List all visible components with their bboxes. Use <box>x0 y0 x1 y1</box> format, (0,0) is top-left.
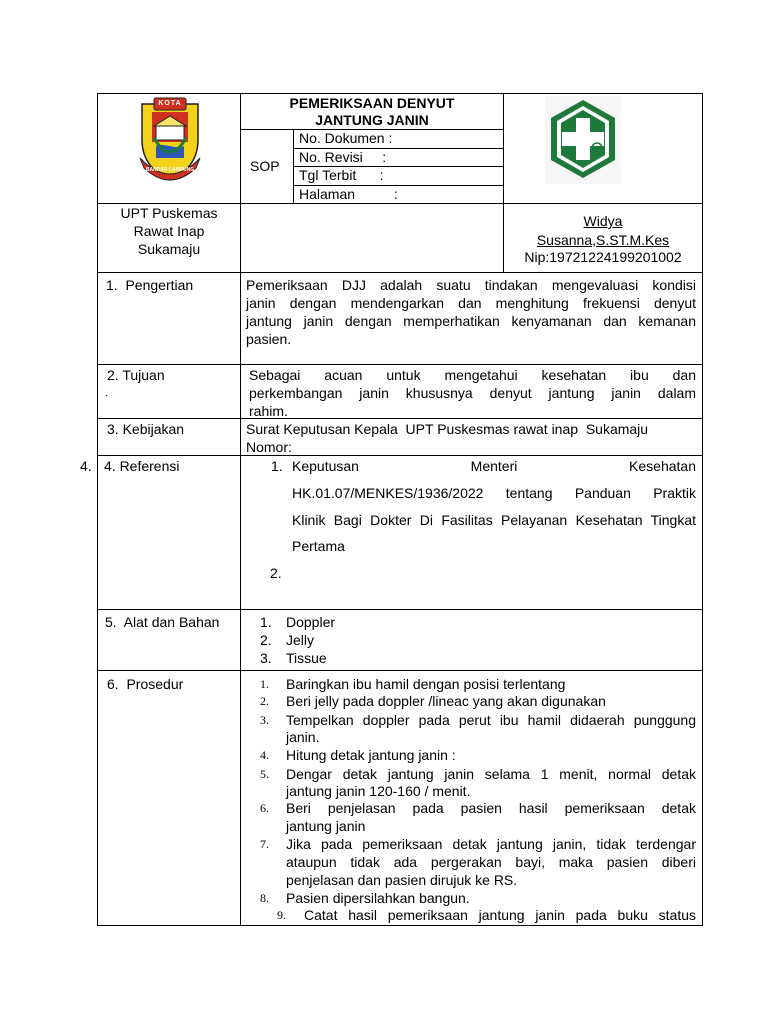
prosedur-line: jantung janin <box>286 818 366 834</box>
section-label-tujuan: 2. Tujuan <box>107 367 165 383</box>
health-logo <box>545 96 621 184</box>
prosedur-num: 7. <box>260 837 269 851</box>
prosedur-line: Pasien dipersilahkan bangun. <box>286 890 470 906</box>
alat-item: Jelly <box>286 632 315 648</box>
prosedur-line: Catat hasil pemeriksaan jantung janin pada buku status <box>304 907 696 923</box>
table-rule <box>97 455 703 456</box>
prosedur-num: 3. <box>260 713 269 727</box>
tujuan-line: rahim. <box>249 403 288 419</box>
city-logo <box>134 96 206 184</box>
pengertian-line: pasien. <box>246 331 292 347</box>
org-name: Sukamaju <box>137 241 201 257</box>
signer-name: Susanna,S.ST.M.Kes <box>536 232 670 248</box>
signer-name: Widya <box>583 213 623 229</box>
org-name: Rawat Inap <box>133 223 205 239</box>
org-name: UPT Puskemas <box>120 205 218 221</box>
meta-tgl-terbit: Tgl Terbit : <box>299 167 384 183</box>
pengertian-line: Pemeriksaan DJJ adalah suatu tindakan mengevaluasi kondisi <box>246 277 696 293</box>
table-border-right <box>702 93 703 926</box>
meta-no-dokumen: No. Dokumen : <box>299 130 393 146</box>
table-border-bottom <box>97 925 703 926</box>
referensi-number: 1. <box>271 458 283 474</box>
prosedur-num: 4. <box>260 748 269 762</box>
referensi-line: Keputusan Menteri Kesehatan <box>292 458 696 474</box>
prosedur-line: Hitung detak jantung janin : <box>286 747 456 763</box>
meta-no-revisi: No. Revisi : <box>299 149 387 165</box>
table-rule <box>97 418 703 419</box>
prosedur-line: penjelasan dan pasien dirujuk ke RS. <box>286 872 518 888</box>
prosedur-line: janin. <box>286 729 320 745</box>
section-label-kebijakan: 3. Kebijakan <box>107 421 185 437</box>
doc-title: PEMERIKSAAN DENYUT <box>289 95 455 111</box>
prosedur-line: Beri jelly pada doppler /lineac yang akan digunakan <box>286 693 606 709</box>
referensi-line: HK.01.07/MENKES/1936/2022 tentang Panduan Praktik <box>292 485 696 501</box>
referensi-number: 2. <box>270 565 282 581</box>
table-rule <box>97 364 703 365</box>
prosedur-num: 1. <box>260 677 269 691</box>
alat-item: Tissue <box>286 650 327 666</box>
prosedur-num: 8. <box>260 891 269 905</box>
meta-halaman: Halaman : <box>299 186 398 202</box>
kebijakan-line: Nomor: <box>246 439 292 455</box>
signer-nip: Nip:19721224199201002 <box>524 249 682 265</box>
alat-num: 2. <box>260 632 272 648</box>
prosedur-line: ataupun tidak ada pergerakan bayi, maka pasien diberi <box>286 854 696 870</box>
prosedur-num: 6. <box>260 801 269 815</box>
logo-top-text: KOTA <box>158 100 182 107</box>
alat-num: 1. <box>260 614 272 630</box>
section-label-referensi: 4. Referensi <box>104 458 180 474</box>
tujuan-line: perkembangan janin khususnya denyut jantung janin dalam <box>249 385 696 401</box>
prosedur-line: Dengar detak jantung janin selama 1 menit, normal detak <box>286 766 696 782</box>
prosedur-line: Tempelkan doppler pada perut ibu hamil didaerah punggung <box>286 712 696 728</box>
table-rule <box>97 272 703 273</box>
outer-list-number: 4. <box>80 458 92 474</box>
alat-num: 3. <box>260 650 272 666</box>
prosedur-line: Baringkan ibu hamil dengan posisi terlentang <box>286 676 566 692</box>
alat-item: Doppler <box>286 614 336 630</box>
doc-title: JANTUNG JANIN <box>315 112 429 128</box>
pengertian-line: jantung janin dengan memperhatikan kenyamanan dan kemanan <box>246 313 696 329</box>
section-label-alat: 5. Alat dan Bahan <box>105 614 220 630</box>
referensi-line: Klinik Bagi Dokter Di Fasilitas Pelayanan Kesehatan Tingkat <box>292 512 696 528</box>
kebijakan-line: Surat Keputusan Kepala UPT Puskesmas rawat inap Sukamaju <box>246 421 649 437</box>
section-label-pengertian: 1. Pengertian <box>106 277 194 293</box>
section-label-prosedur: 6. Prosedur <box>107 676 184 692</box>
referensi-line: Pertama <box>292 538 345 554</box>
prosedur-line: Jika pada pemeriksaan detak jantung janin, tidak terdengar <box>286 836 696 852</box>
table-rule <box>97 609 703 610</box>
sop-label: SOP <box>250 158 280 174</box>
prosedur-num: 5. <box>260 767 269 781</box>
prosedur-num: 2. <box>260 694 269 708</box>
tujuan-mark: . <box>105 388 108 399</box>
prosedur-num: 9. <box>277 908 286 922</box>
logo-bottom-text: BANDAR LAMPUNG <box>145 167 195 173</box>
table-col-divider <box>240 93 241 926</box>
prosedur-line: Beri penjelasan pada pasien hasil pemeriksaan detak <box>286 800 696 816</box>
prosedur-line: jantung janin 120-160 / menit. <box>286 783 471 799</box>
table-col-divider <box>293 129 294 204</box>
table-rule <box>97 670 703 671</box>
pengertian-line: janin dengan mendengarkan dan menghitung frekuensi denyut <box>246 295 696 311</box>
tujuan-line: Sebagai acuan untuk mengetahui kesehatan ibu dan <box>249 367 696 383</box>
